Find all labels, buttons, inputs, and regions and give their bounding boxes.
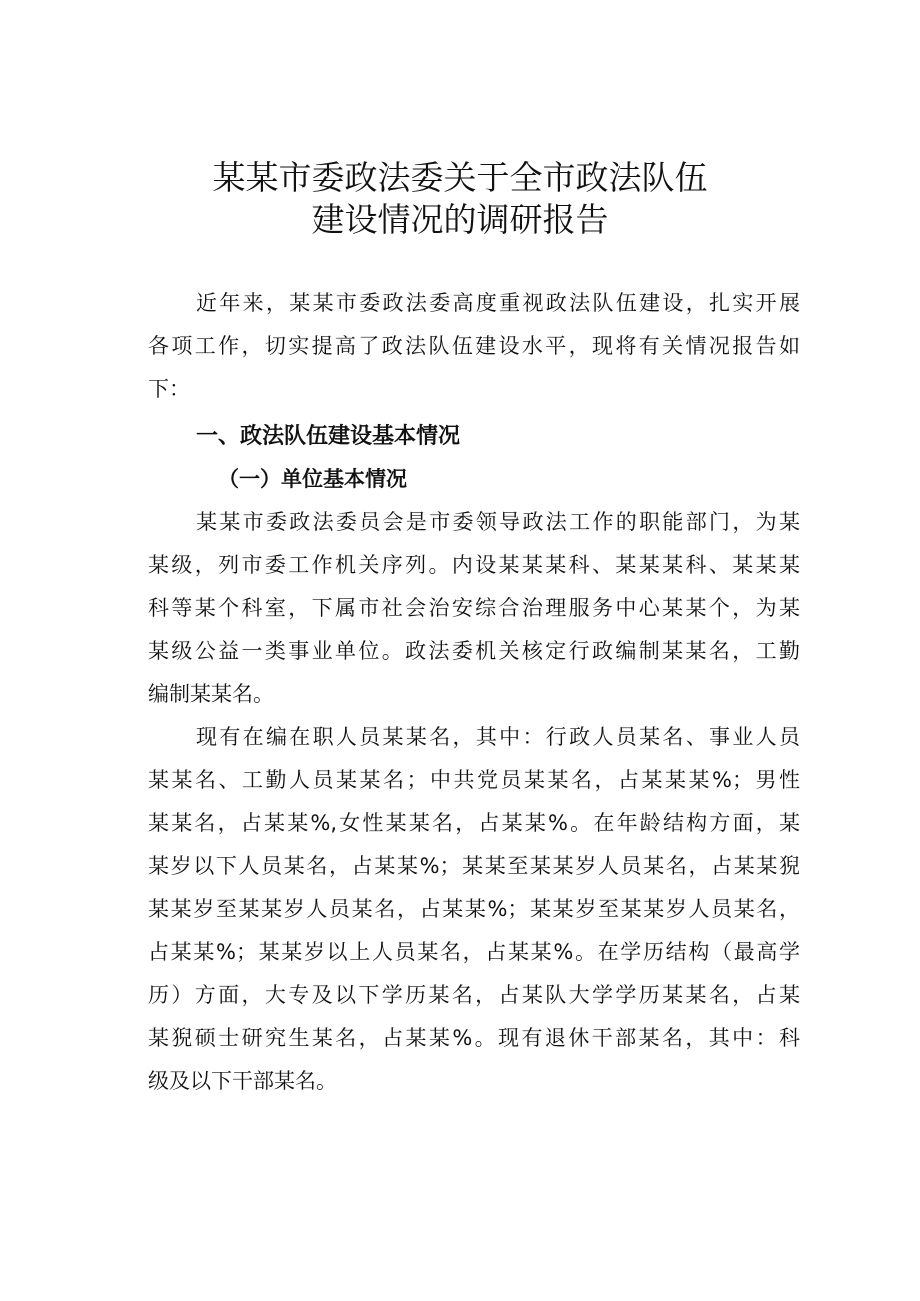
paragraph-line: 历）方面，大专及以下学历某名，占某队大学学历某某名，占某 — [148, 983, 800, 1007]
paragraph-line: 占某某%；某某岁以上人员某名，占某某%。在学历结构（最高学 — [148, 940, 800, 964]
paragraph-line: 现有在编在职人员某某名，其中：行政人员某名、事业人员 — [196, 725, 800, 749]
intro-line: 下： — [148, 377, 190, 401]
paragraph-line: 某级公益一类事业单位。政法委机关核定行政编制某某名，工勤 — [148, 639, 800, 663]
paragraph-line: 某某市委政法委员会是市委领导政法工作的职能部门，为某 — [196, 510, 800, 534]
paragraph-line: 某岁以下人员某名，占某某%；某某至某某岁人员某名，占某某猊 — [148, 854, 800, 878]
intro-line: 各项工作，切实提高了政法队伍建设水平，现将有关情况报告如 — [148, 334, 800, 358]
paragraph-line: 某猊硕士研究生某名，占某某%。现有退休干部某名，其中：科 — [148, 1026, 800, 1050]
section-heading: 一、政法队伍建设基本情况 — [196, 424, 461, 449]
paragraph-line: 科等某个科室，下属市社会治安综合治理服务中心某某个，为某 — [148, 596, 800, 620]
paragraph-line: 某级，列市委工作机关序列。内设某某某科、某某某科、某某某 — [148, 553, 800, 577]
paragraph-line: 级及以下干部某名。 — [148, 1069, 337, 1093]
paragraph-line: 某某岁至某某岁人员某名，占某某%；某某岁至某某岁人员某名， — [148, 897, 800, 921]
intro-line: 近年来，某某市委政法委高度重视政法队伍建设，扎实开展 — [196, 291, 800, 315]
paragraph-line: 某某名、工勤人员某某名；中共党员某某名，占某某某%；男性 — [148, 768, 800, 792]
paragraph-line: 编制某某名。 — [148, 682, 274, 706]
paragraph-line: 某某名，占某某%,女性某某名，占某某%。在年龄结构方面，某 — [148, 811, 800, 835]
document-title-line-2: 建设情况的调研报告 — [311, 200, 609, 239]
subsection-heading: （一）单位基本情况 — [218, 467, 407, 491]
document-title-line-1: 某某市委政法委关于全市政法队伍 — [212, 158, 708, 197]
